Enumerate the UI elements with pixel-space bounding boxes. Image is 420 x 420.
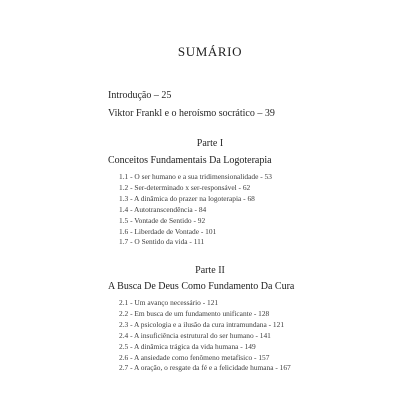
part-2-label: Parte II	[195, 265, 225, 276]
toc-entry: 2.5 - A dinâmica trágica da vida humana - 149	[119, 342, 256, 351]
toc-entry: 2.3 - A psicologia e a ilusão da cura intramundana - 121	[119, 320, 285, 329]
part-2-heading: A Busca De Deus Como Fundamento Da Cura	[108, 281, 295, 292]
toc-entry: 1.3 - A dinâmica do prazer na logoterapia - 68	[119, 194, 255, 203]
toc-entry: 1.2 - Ser-determinado x ser-responsável - 62	[119, 183, 251, 192]
toc-entry: 2.4 - A insuficiência estrutural do ser humano - 141	[119, 331, 271, 340]
page-title: SUMÁRIO	[177, 44, 243, 59]
intro-item-introduction: Introdução – 25	[108, 90, 172, 101]
toc-entry: 2.1 - Um avanço necessário - 121	[119, 298, 219, 307]
intro-item-viktor-frankl: Viktor Frankl e o heroísmo socrático – 39	[108, 108, 275, 119]
toc-entry: 1.5 - Vontade de Sentido - 92	[119, 216, 206, 225]
toc-entry: 1.7 - O Sentido da vida - 111	[119, 237, 205, 246]
toc-entry: 1.6 - Liberdade de Vontade - 101	[119, 227, 217, 236]
toc-entry: 2.7 - A oração, o resgate da fé e a felicidade humana - 167	[119, 363, 291, 372]
part-1-label: Parte I	[196, 138, 224, 149]
toc-entry: 1.4 - Autotranscendência - 84	[119, 205, 207, 214]
part-1-heading: Conceitos Fundamentais Da Logoterapia	[108, 155, 272, 166]
toc-entry: 2.2 - Em busca de um fundamento unificante - 128	[119, 309, 270, 318]
toc-entry: 1.1 - O ser humano e a sua tridimensionalidade - 53	[119, 172, 272, 181]
toc-entry: 2.6 - A ansiedade como fenômeno metafísico - 157	[119, 353, 270, 362]
